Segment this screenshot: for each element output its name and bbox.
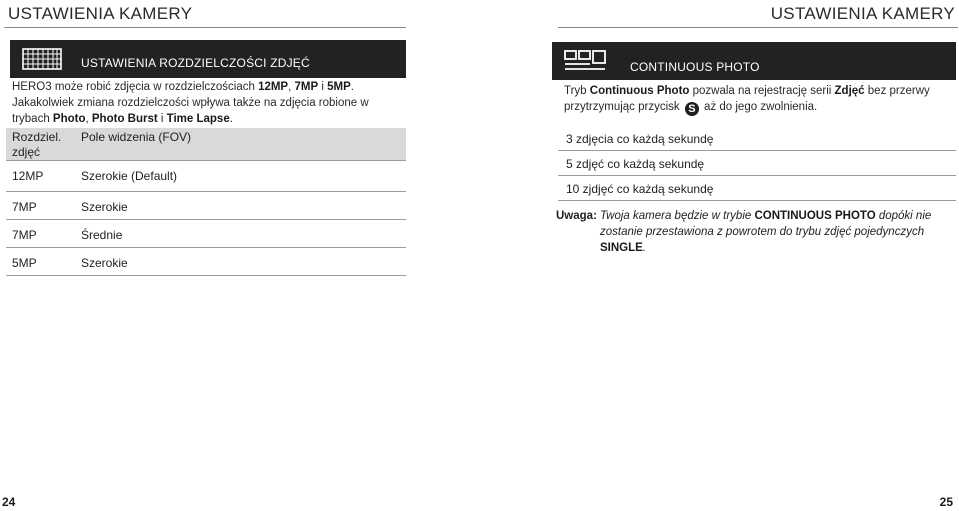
table-cell: 12MP xyxy=(12,169,44,183)
table-row xyxy=(6,192,406,220)
note-text: Twoja kamera będzie w trybie CONTINUOUS PHOTO dopóki nie zostanie przestawiona z powrotem do trybu zdjęć pojedynczych SINGLE. xyxy=(600,210,932,254)
list-item: 5 zdjęć co każdą sekundę xyxy=(558,151,956,176)
table-cell: Szerokie (Default) xyxy=(81,169,178,183)
intro-paragraph: HERO3 może robić zdjęcia w rozdzielczościach 12MP, 7MP i 5MP. Jakakolwiek zmiana rozdzielczości wpływa także na zdjęcia robione w trybach Photo, Photo Burst i Time Lapse. xyxy=(12,81,369,125)
column-header-fov: Pole widzenia (FOV) xyxy=(81,130,192,144)
page-number: 24 xyxy=(2,495,16,509)
continuous-photo-icon xyxy=(564,49,606,73)
page-header: USTAWIENIA KAMERY xyxy=(770,4,955,23)
grid-resolution-icon xyxy=(22,48,62,70)
page-header: USTAWIENIA KAMERY xyxy=(8,4,193,23)
section-title: CONTINUOUS PHOTO xyxy=(630,60,760,74)
resolution-table xyxy=(6,128,406,276)
section-title: USTAWIENIA ROZDZIELCZOŚCI ZDJĘĆ xyxy=(81,56,310,70)
section-band xyxy=(10,40,406,78)
table-row xyxy=(6,220,406,248)
left-page xyxy=(0,0,479,511)
shutter-button-icon: S xyxy=(685,102,699,116)
table-cell: 7MP xyxy=(12,200,37,214)
table-cell: 7MP xyxy=(12,228,37,242)
table-cell: Średnie xyxy=(81,228,123,242)
table-cell: Szerokie xyxy=(81,256,128,270)
list-item: 3 zdjęcia co każdą sekundę xyxy=(558,126,956,151)
header-rule xyxy=(558,27,958,28)
section-band xyxy=(552,42,956,80)
page-number: 25 xyxy=(939,495,953,509)
right-page xyxy=(480,0,959,511)
note-label: Uwaga: xyxy=(556,210,597,222)
column-header-resolution: Rozdziel. zdjęć xyxy=(12,130,62,159)
table-row xyxy=(6,161,406,192)
table-cell: Szerokie xyxy=(81,200,128,214)
table-header xyxy=(6,128,406,161)
table-row xyxy=(6,248,406,276)
intro-paragraph: Tryb Continuous Photo pozwala na rejestrację serii Zdjęć bez przerwy przytrzymując przycisk S aż do jego zwolnienia. xyxy=(564,85,930,115)
burst-options-list xyxy=(558,126,956,201)
table-cell: 5MP xyxy=(12,256,37,270)
list-item: 10 zjdjęć co każdą sekundę xyxy=(558,176,956,201)
header-rule xyxy=(4,27,406,28)
